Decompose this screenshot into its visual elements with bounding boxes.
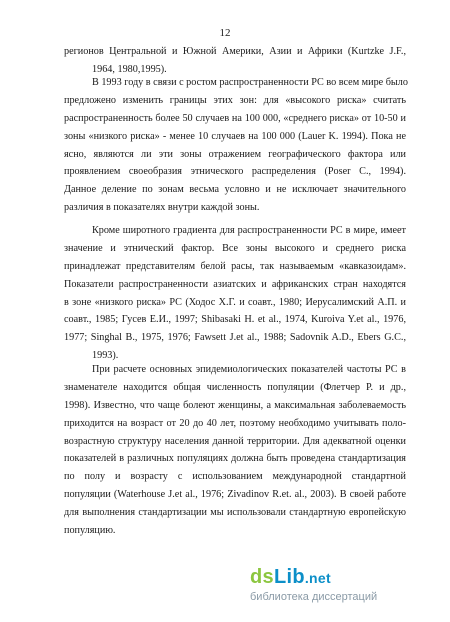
- text-line: в зоне «низкого риска» РС (Ходос Х.Г. и соавт., 1980; Иерусалимский А.П. и: [64, 296, 406, 308]
- text-line: популяцию.: [64, 525, 116, 537]
- logo-lib: Lib: [273, 566, 305, 588]
- text-line: 1993).: [92, 350, 119, 362]
- text-line: предложено изменить границы этих зон: для «высокого риска» считать: [64, 94, 406, 106]
- paragraph-4: [64, 361, 406, 540]
- text-line: принадлежат представителям белой расы, так называемым «кавказоидам».: [64, 260, 406, 272]
- text-line: популяции (Waterhouse J.et al., 1976; Zivadinov R.et. al., 2003). В своей работе: [64, 489, 406, 501]
- text-line: различия в показателях внутри каждой зоны.: [64, 202, 260, 214]
- text-line: При расчете основных эпидемиологических показателей частоты РС в: [92, 364, 406, 375]
- text-line: возрастную структуру населения данной территории. Для адекватной оценки: [64, 435, 406, 447]
- text-line: Кроме широтного градиента для распространенности РС в мире, имеет: [92, 225, 406, 236]
- text-line: проявлением своеобразия этнического распределения (Poser C., 1994).: [64, 166, 406, 178]
- text-line: знаменателе находится общая численность популяции (Флетчер Р. и др.,: [64, 381, 406, 393]
- page-number: 12: [219, 27, 231, 39]
- dslib-logo: [250, 566, 331, 589]
- text-line: ясно, являются ли эти зоны отражением географического фактора или: [64, 148, 406, 160]
- text-line: распространенность более 50 случаев на 100 000, «среднего риска» от 10-50 и: [64, 112, 406, 124]
- text-line: Данное деление по зонам весьма условно и не исключает значительного: [64, 184, 406, 196]
- text-line: регионов Центральной и Южной Америки, Азии и Африки (Kurtzke J.F.,: [64, 46, 406, 57]
- text-line: соавт., 1985; Гусев Е.И., 1997; Shibasaki H. et al., 1974, Kuroiva Y.et al., 1976,: [64, 314, 406, 326]
- logo-net: .net: [304, 570, 331, 586]
- text-line: значение и этнический фактор. Все зоны высокого и среднего риска: [64, 242, 406, 254]
- text-line: показателей в различных популяциях должна быть проведена стандартизация: [64, 453, 406, 465]
- text-line: для выполнения стандартизации мы использовали стандартную европейскую: [64, 507, 406, 519]
- text-line: Показатели распространенности азиатских и африканских стран находятся: [64, 278, 406, 290]
- paragraph-2: [64, 74, 406, 217]
- text-line: В 1993 году в связи с ростом распространенности РС во всем мире было: [92, 77, 408, 88]
- watermark: [250, 566, 440, 610]
- text-line: 1998). Известно, что чаще болеют женщины, а максимальная заболеваемость: [64, 399, 406, 411]
- text-line: 1977; Singhal B., 1975, 1976; Fawsett J.et al., 1988; Sadovnik A.D., Ebers G.C.,: [64, 332, 406, 344]
- text-line: приходится на возраст от 20 до 40 лет, поэтому необходимо учитывать поло-: [64, 417, 406, 429]
- text-line: по полу и возрасту с использованием международной стандартной: [64, 471, 406, 483]
- logo-ds: ds: [250, 566, 274, 588]
- watermark-subtitle: библиотека диссертаций: [250, 591, 378, 603]
- text-line: 1964, 1980,1995).: [92, 63, 167, 75]
- paragraph-3: [64, 222, 406, 365]
- text-line: зоны «низкого риска» - менее 10 случаев на 100 000 (Lauer K. 1994). Пока не: [64, 130, 406, 142]
